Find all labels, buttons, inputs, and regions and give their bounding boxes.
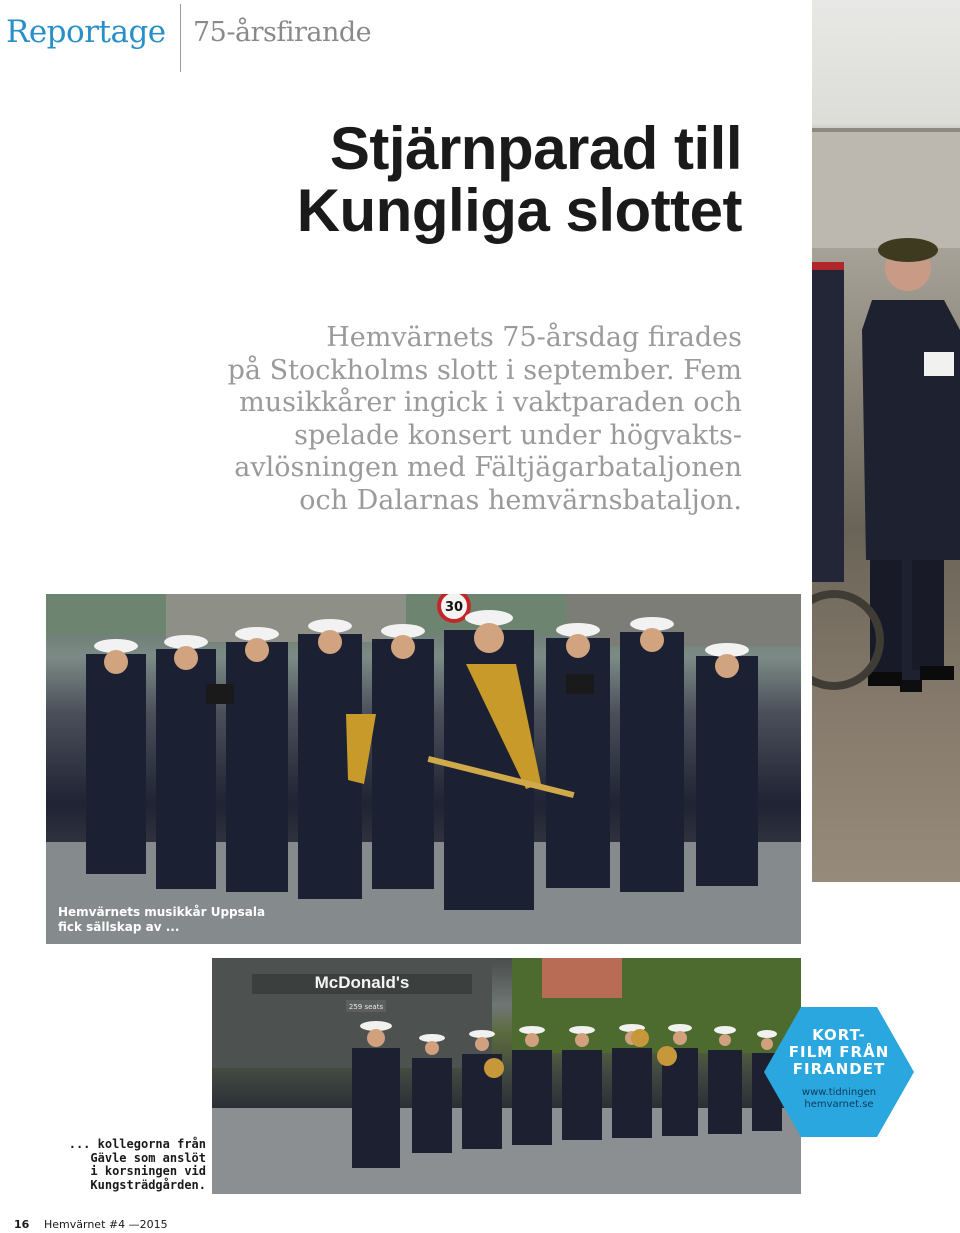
caption-bottom-photo [60,1138,206,1192]
intro-line: och Dalarnas hemvärnsbataljon. [299,484,742,516]
caption-line: ... kollegorna från [68,1137,206,1151]
video-link-badge[interactable] [764,1007,914,1137]
section-label: Reportage [6,14,166,50]
speed-sign-text: 30 [444,600,464,615]
subsection-label: 75-årsfirande [193,17,372,48]
issue-footer: Hemvärnet #4 —2015 [44,1218,168,1231]
caption-line: Kungsträdgården. [90,1177,206,1192]
article-intro [142,322,742,517]
badge-title-line: FILM FRÅN [788,1043,890,1061]
headline-line: Stjärnparad till [329,115,742,182]
badge-url-line: hemvarnet.se [804,1099,874,1110]
badge-title [764,1027,914,1078]
caption-line: Hemvärnets musikkår Uppsala [58,905,266,919]
photo-band-gavle [212,958,801,1194]
caption-line: Gävle som anslöt [90,1150,206,1165]
storefront-sign-text: McDonald's [314,973,410,992]
caption-line: i korsningen vid [90,1164,206,1178]
intro-line: spelade konsert under högvakts- [294,419,742,451]
intro-line: på Stockholms slott i september. Fem [227,354,742,386]
caption-line: fick sällskap av ... [58,920,180,934]
photo-band-uppsala [46,594,801,944]
article-headline [142,115,742,244]
caption-top-photo [58,905,298,935]
badge-title-line: FIRANDET [792,1060,886,1078]
intro-line: avlösningen med Fältjägarbataljonen [234,452,742,483]
intro-line: musikkårer ingick i vaktparaden och [239,387,742,418]
badge-text [764,1027,914,1111]
intro-line: Hemvärnets 75-årsdag firades [326,322,742,353]
photo-guard-marching [812,0,960,882]
header-divider [180,4,181,72]
store-seats-text: 259 seats [348,1003,384,1011]
badge-url-line: www.tidningen [801,1087,877,1098]
badge-url[interactable] [764,1087,914,1111]
headline-line: Kungliga slottet [296,177,742,244]
page-number: 16 [14,1218,30,1231]
badge-title-line: KORT- [812,1026,866,1044]
